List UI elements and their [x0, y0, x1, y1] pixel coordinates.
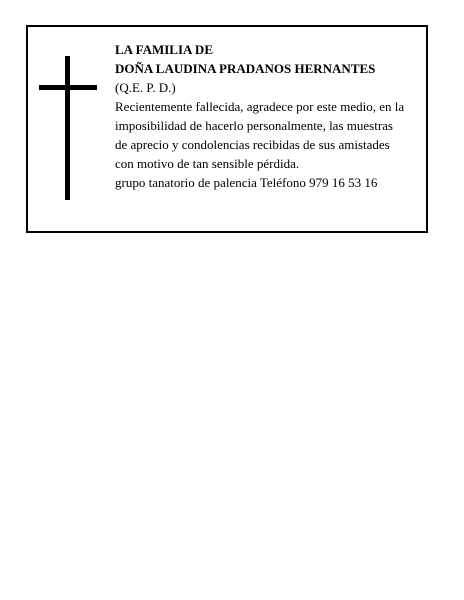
cross-vertical-bar	[65, 56, 70, 200]
notice-body-line: imposibilidad de hacerlo personalmente, las muestras	[115, 118, 393, 133]
obituary-notice	[26, 25, 428, 233]
notice-body-line: de aprecio y condolencias recibidas de sus amistades	[115, 137, 390, 152]
cross-icon	[39, 56, 101, 200]
cross-horizontal-bar	[39, 85, 97, 90]
notice-heading-family: LA FAMILIA DE	[115, 42, 213, 57]
notice-text	[115, 40, 423, 192]
notice-contact: grupo tanatorio de palencia Teléfono 979 16 53 16	[115, 175, 378, 190]
notice-body-line: con motivo de tan sensible pérdida.	[115, 156, 300, 171]
notice-heading-name: DOÑA LAUDINA PRADANOS HERNANTES	[115, 61, 376, 76]
notice-rip: (Q.E. P. D.)	[115, 80, 176, 95]
notice-body-line: Recientemente fallecida, agradece por este medio, en la	[115, 99, 405, 114]
